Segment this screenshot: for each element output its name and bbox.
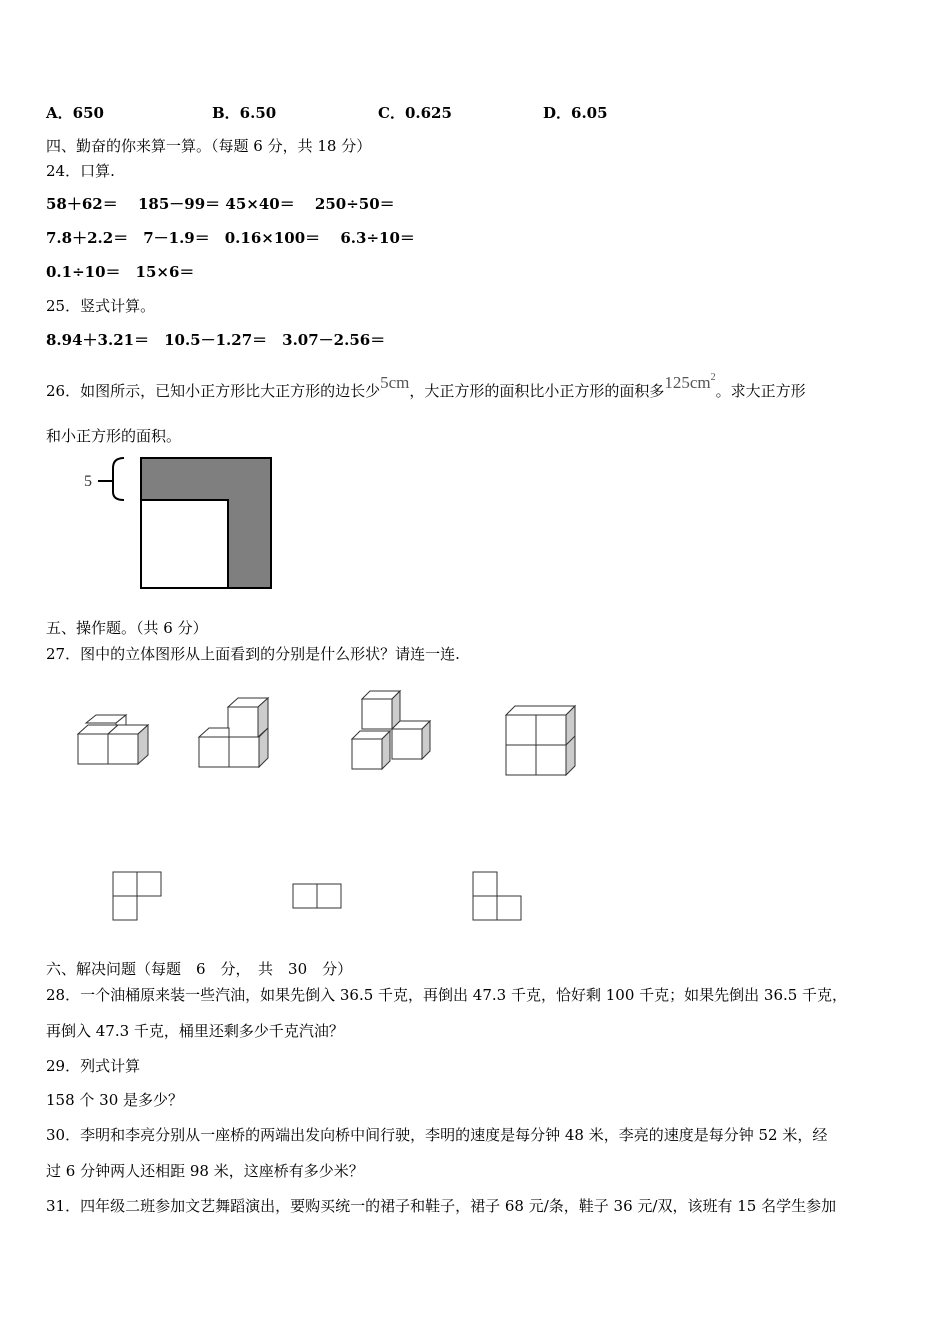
q26-text-a: 26．如图所示，已知小正方形比大正方形的边长少 — [46, 382, 381, 400]
q29-body: 158 个 30 是多少？ — [46, 1091, 184, 1109]
q26-figure-label: 5 — [84, 473, 92, 490]
section-5-heading: 五、操作题。（共 6 分） — [46, 619, 208, 637]
q30-line-2: 过 6 分钟两人还相距 98 米，这座桥有多少米？ — [46, 1162, 364, 1180]
option-d: D．6.05 — [543, 104, 608, 122]
solid-figure-1 — [76, 712, 150, 766]
solid-figure-2 — [198, 695, 272, 771]
q26-square-figure — [80, 452, 280, 594]
q25-row-1: 8.94＋3.21＝ 10.5－1.27＝ 3.07－2.56＝ — [46, 331, 386, 349]
top-view-shape-1 — [112, 871, 164, 923]
q26-unit-b — [664, 373, 715, 392]
top-view-shape-2 — [292, 883, 344, 911]
q26-line-2: 和小正方形的面积。 — [46, 427, 182, 445]
q28-line-2: 再倒入 47.3 千克，桶里还剩多少千克汽油？ — [46, 1022, 344, 1040]
top-view-shape-3 — [472, 871, 524, 923]
q26-unit-a: 5cm — [380, 373, 410, 392]
section-4-heading: 四、勤奋的你来算一算。（每题 6 分，共 18 分） — [46, 137, 372, 155]
q28-line-1: 28．一个油桶原来装一些汽油，如果先倒入 36.5 千克，再倒出 47.3 千克，恰好剩 100 千克；如果先倒出 36.5 千克， — [46, 986, 848, 1004]
small-square — [141, 500, 228, 588]
option-b: B．6.50 — [212, 104, 277, 122]
q26-text-c: 。求大正方形 — [715, 382, 806, 400]
solid-figure-4 — [505, 704, 579, 778]
q24-title: 24．口算. — [46, 162, 115, 180]
q26-text-b: ，大正方形的面积比小正方形的面积多 — [409, 382, 665, 400]
brace-icon — [113, 458, 124, 500]
q27-text: 27．图中的立体图形从上面看到的分别是什么形状？请连一连. — [46, 645, 460, 663]
q24-row-3: 0.1÷10＝ 15×6＝ — [46, 263, 195, 281]
q24-row-1: 58＋62＝ 185－99＝ 45×40＝ 250÷50＝ — [46, 195, 395, 213]
q26-line-1 — [46, 372, 806, 401]
q24-row-2: 7.8＋2.2＝ 7－1.9＝ 0.16×100＝ 6.3÷10＝ — [46, 229, 415, 247]
q31-line-1: 31．四年级二班参加文艺舞蹈演出，要购买统一的裙子和鞋子，裙子 68 元/条，鞋子 36 元/双，该班有 15 名学生参加 — [46, 1197, 837, 1215]
section-6-heading: 六、解决问题（每题 6 分， 共 30 分） — [46, 960, 353, 978]
option-a: A．650 — [46, 104, 104, 122]
q26-unit-b-sup: 2 — [710, 372, 716, 383]
q25-title: 25．竖式计算。 — [46, 297, 156, 315]
option-c: C．0.625 — [378, 104, 452, 122]
q30-line-1: 30．李明和李亮分别从一座桥的两端出发向桥中间行驶，李明的速度是每分钟 48 米，李亮的速度是每分钟 52 米，经 — [46, 1126, 828, 1144]
q26-unit-b-base: 125cm — [664, 373, 711, 392]
solid-figure-3 — [350, 688, 434, 772]
q29-title: 29．列式计算 — [46, 1057, 141, 1075]
